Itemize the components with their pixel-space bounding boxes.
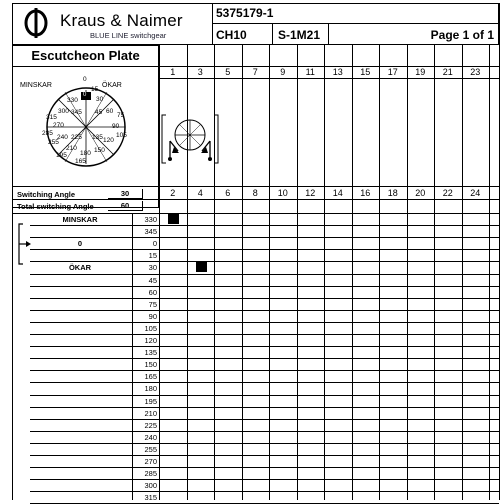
top-column-label: 15	[360, 67, 371, 77]
bottom-column-label: 6	[225, 188, 231, 198]
dial-number: 15	[91, 86, 99, 93]
bottom-column-label: 22	[442, 188, 453, 198]
position-angle: 135	[144, 348, 157, 357]
position-label: ÖKAR	[68, 263, 92, 272]
brand-tagline: BLUE LINE switchgear	[90, 31, 167, 40]
position-label: 0	[77, 239, 83, 248]
total-switching-angle-value: 60	[108, 201, 143, 211]
position-angle: 75	[148, 300, 157, 309]
dial-label-okar: ÖKAR	[102, 82, 122, 89]
top-column-label: 1	[170, 67, 176, 77]
top-column-label: 11	[305, 67, 315, 77]
top-colnum-border	[159, 66, 499, 67]
dial-number: 120	[103, 137, 114, 144]
part-number: 5375179-1	[216, 6, 274, 20]
dial-number: 90	[112, 123, 120, 130]
position-angle: 345	[144, 227, 157, 236]
bottom-column-label: 10	[277, 188, 288, 198]
dial-number: 255	[48, 139, 59, 146]
column-line	[379, 45, 380, 500]
table-row-line	[30, 286, 499, 287]
top-column-label: 17	[387, 67, 398, 77]
dial-number: 105	[116, 132, 127, 139]
table-row-line	[30, 491, 499, 492]
logo	[18, 6, 208, 42]
dial-number: 330	[67, 97, 78, 104]
dial-number: 210	[66, 145, 77, 152]
top-column-label: 23	[470, 67, 481, 77]
dial-number: 315	[46, 114, 57, 121]
contact-closed-marker	[168, 214, 179, 224]
top-column-label: 7	[252, 67, 258, 77]
table-row-line	[30, 395, 499, 396]
position-angle: 300	[144, 481, 157, 490]
top-column-label: 9	[280, 67, 286, 77]
dial-number: 180	[80, 150, 91, 157]
table-row-line	[30, 467, 499, 468]
dial-number: 165	[75, 158, 86, 165]
variant-code: S-1M21	[278, 28, 321, 42]
table-row-line	[30, 249, 499, 250]
table-row-line	[30, 358, 499, 359]
table-row-line	[30, 407, 499, 408]
position-angle: 195	[144, 397, 157, 406]
total-switching-angle-label: Total switching Angle	[17, 202, 94, 211]
dial-number: 195	[56, 152, 67, 159]
position-angle: 315	[144, 493, 157, 502]
dial-number: 345	[71, 109, 82, 116]
table-row-line	[30, 334, 499, 335]
table-row-line	[30, 322, 499, 323]
column-line	[242, 45, 243, 500]
dial-number: 225	[71, 134, 82, 141]
position-bracket	[15, 223, 33, 265]
page-indicator: Page 1 of 1	[430, 28, 494, 42]
bottom-column-label: 14	[332, 188, 343, 198]
position-angle: 15	[148, 251, 157, 260]
position-angle: 105	[144, 324, 157, 333]
table-row-line	[30, 310, 499, 311]
dial-number: 60	[106, 108, 114, 115]
position-angle: 225	[144, 421, 157, 430]
column-line	[462, 45, 463, 500]
table-row-line	[30, 370, 499, 371]
table-row-line	[30, 455, 499, 456]
position-angle: 270	[144, 457, 157, 466]
bottom-column-label: 24	[470, 188, 481, 198]
dial-number: 75	[117, 112, 125, 119]
position-angle: 165	[144, 372, 157, 381]
table-row-line	[30, 443, 499, 444]
position-angle: 150	[144, 360, 157, 369]
series-code: CH10	[216, 28, 247, 42]
table-row-line	[30, 382, 499, 383]
position-label: MINSKAR	[62, 215, 98, 224]
dial-number: 45	[95, 109, 103, 116]
bottom-column-label: 12	[305, 188, 316, 198]
brand-name: Kraus & Naimer	[60, 11, 183, 30]
bottom-column-label: 4	[197, 188, 203, 198]
table-row-line	[30, 261, 499, 262]
dial-number: 300	[58, 108, 69, 115]
top-column-label: 19	[415, 67, 426, 77]
escutcheon-title: Escutcheon Plate	[31, 48, 140, 63]
table-row-line	[30, 346, 499, 347]
top-colnum-border	[159, 78, 499, 79]
contact-schematic	[160, 105, 220, 173]
table-row-line	[30, 419, 499, 420]
column-line	[269, 45, 270, 500]
table-row-line	[30, 479, 499, 480]
dial-number: 150	[94, 147, 105, 154]
column-line	[434, 45, 435, 500]
dial-number: 0	[83, 76, 87, 83]
dial-number: 270	[53, 122, 64, 129]
position-angle: 120	[144, 336, 157, 345]
top-column-label: 5	[225, 67, 231, 77]
position-angle: 255	[144, 445, 157, 454]
dial-center-value: 0	[83, 92, 87, 98]
angle-column-divider	[132, 213, 133, 500]
escutcheon-dial	[20, 72, 148, 180]
dial-label-minskar: MINSKAR	[20, 82, 52, 89]
top-column-label: 3	[197, 67, 203, 77]
switching-angle-label: Switching Angle	[17, 190, 76, 199]
dial-number: 135	[92, 134, 103, 141]
bottom-column-label: 20	[415, 188, 426, 198]
position-angle: 60	[148, 288, 157, 297]
column-line	[352, 45, 353, 500]
logo-mark-icon	[18, 6, 54, 40]
position-angle: 30	[148, 263, 157, 272]
position-angle: 210	[144, 409, 157, 418]
column-line	[407, 45, 408, 500]
position-angle: 0	[152, 239, 157, 248]
switching-angle-value: 30	[108, 189, 143, 199]
table-row-line	[30, 225, 499, 226]
bottom-column-label: 16	[360, 188, 371, 198]
table-row-line	[30, 431, 499, 432]
dial-number: 285	[42, 130, 53, 137]
top-column-label: 21	[442, 67, 453, 77]
position-angle: 285	[144, 469, 157, 478]
dial-number: 30	[96, 96, 104, 103]
table-row-line	[30, 298, 499, 299]
column-line	[489, 45, 490, 500]
bottom-column-label: 18	[387, 188, 398, 198]
position-angle: 45	[148, 276, 157, 285]
column-line	[324, 45, 325, 500]
column-line	[297, 45, 298, 500]
top-column-label: 13	[332, 67, 343, 77]
position-angle: 180	[144, 384, 157, 393]
bottom-column-label: 2	[170, 188, 176, 198]
contact-closed-marker	[196, 262, 207, 272]
position-angle: 240	[144, 433, 157, 442]
position-angle: 90	[148, 312, 157, 321]
table-row-line	[30, 274, 499, 275]
position-angle: 330	[144, 215, 157, 224]
table-row-line	[30, 237, 499, 238]
bottom-column-label: 8	[252, 188, 258, 198]
dial-number: 240	[57, 134, 68, 141]
